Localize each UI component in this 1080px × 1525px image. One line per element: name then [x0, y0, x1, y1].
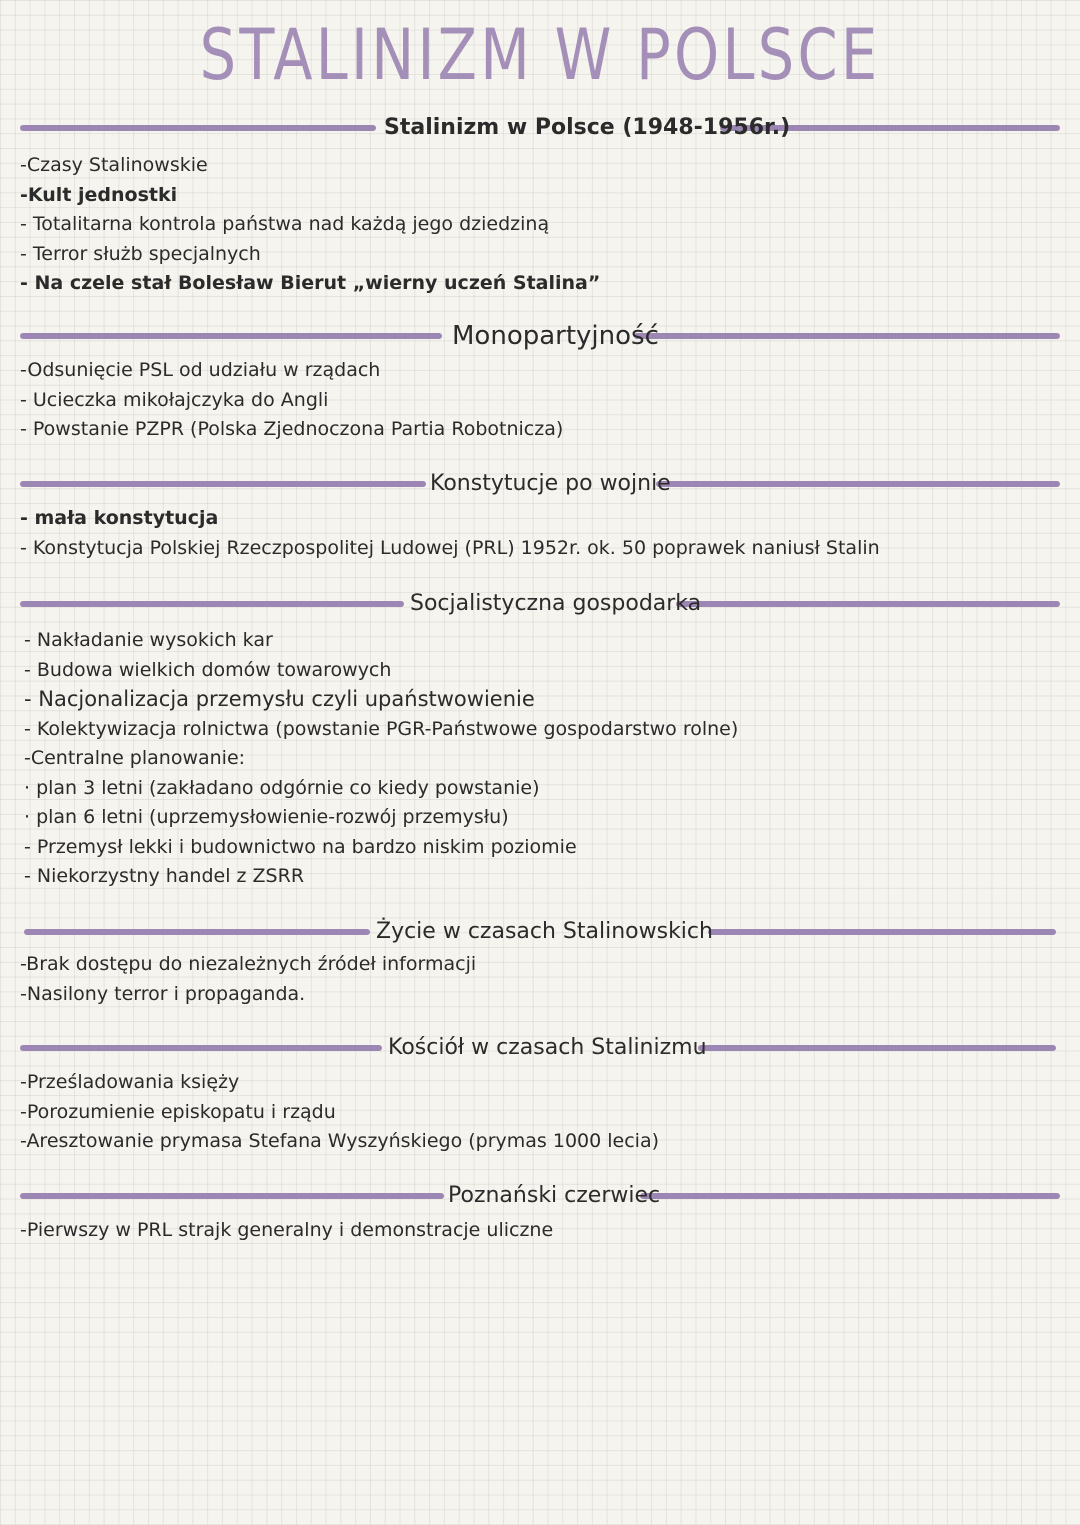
section-title: Socjalistyczna gospodarka	[410, 591, 702, 616]
list-item: - Ucieczka mikołajczyka do Angli	[20, 388, 329, 411]
list-item: · plan 3 letni (zakładano odgórnie co kiedy powstanie)	[24, 776, 540, 799]
section-konstytucje	[20, 464, 1060, 563]
list-item: -Pierwszy w PRL strajk generalny i demonstracje uliczne	[20, 1219, 554, 1241]
section-kosciol	[20, 1028, 1060, 1157]
section-list	[20, 950, 1060, 1009]
list-item: -Centralne planowanie:	[24, 747, 246, 769]
section-title: Życie w czasach Stalinowskich	[376, 919, 713, 944]
section-list	[20, 1216, 1060, 1246]
list-item: - Budowa wielkich domów towarowych	[24, 658, 392, 681]
list-item: -Odsunięcie PSL od udziału w rządach	[20, 359, 381, 381]
section-gospodarka	[20, 584, 1060, 892]
list-item: - Kolektywizacja rolnictwa (powstanie PGR-Państwowe gospodarstwo rolne)	[24, 717, 739, 740]
list-item: -Brak dostępu do niezależnych źródeł informacji	[20, 953, 477, 975]
list-item: · plan 6 letni (uprzemysłowienie-rozwój przemysłu)	[24, 806, 509, 828]
list-item: -Prześladowania księży	[20, 1071, 240, 1093]
section-title: Stalinizm w Polsce (1948-1956r.)	[384, 115, 791, 140]
list-item: -Porozumienie episkopatu i rządu	[20, 1100, 336, 1123]
divider-left	[20, 333, 442, 339]
list-item: - Niekorzystny handel z ZSRR	[24, 865, 305, 887]
section-poznanski-czerwiec	[20, 1176, 1060, 1246]
section-monopartyjnosc	[20, 316, 1060, 445]
divider-left	[20, 601, 404, 607]
divider-left	[24, 929, 370, 935]
section-heading	[20, 584, 1060, 624]
section-title: Monopartyjność	[452, 321, 659, 351]
list-item: - mała konstytucja	[20, 507, 219, 529]
list-item: -Czasy Stalinowskie	[20, 154, 208, 176]
list-item: - Nakładanie wysokich kar	[24, 629, 273, 651]
section-stalinizm	[20, 108, 1060, 299]
list-item: - Totalitarna kontrola państwa nad każdą jego dziedziną	[20, 213, 550, 235]
divider-right	[698, 1045, 1056, 1051]
section-list	[20, 151, 1060, 299]
divider-right	[640, 1193, 1060, 1199]
list-item: - Terror służb specjalnych	[20, 242, 261, 265]
section-heading	[20, 316, 1060, 356]
section-list	[20, 356, 1060, 445]
section-title: Poznański czerwiec	[448, 1183, 661, 1208]
section-list	[20, 1068, 1060, 1157]
divider-left	[20, 481, 426, 487]
divider-left	[20, 125, 376, 131]
list-item: -Aresztowanie prymasa Stefana Wyszyńskiego (prymas 1000 lecia)	[20, 1130, 660, 1152]
section-zycie	[20, 912, 1060, 1009]
section-heading	[20, 108, 1060, 148]
section-heading	[20, 464, 1060, 504]
list-item: - Na czele stał Bolesław Bierut „wierny uczeń Stalina”	[20, 272, 601, 294]
list-item: - Konstytucja Polskiej Rzeczpospolitej Ludowej (PRL) 1952r. ok. 50 poprawek naniusł Stalin	[20, 536, 880, 559]
list-item: -Kult jednostki	[20, 183, 178, 206]
list-item: - Powstanie PZPR (Polska Zjednoczona Partia Robotnicza)	[20, 418, 564, 440]
divider-left	[20, 1045, 382, 1051]
section-heading	[20, 1176, 1060, 1216]
section-heading	[20, 912, 1060, 952]
divider-right	[656, 481, 1060, 487]
divider-right	[634, 333, 1060, 339]
section-title: Konstytucje po wojnie	[430, 471, 671, 496]
divider-left	[20, 1193, 444, 1199]
page-title: STALINIZM W POLSCE	[199, 14, 881, 96]
list-item: - Nacjonalizacja przemysłu czyli upaństwowienie	[24, 687, 535, 711]
divider-right	[708, 929, 1056, 935]
list-item: -Nasilony terror i propaganda.	[20, 982, 306, 1005]
section-heading	[20, 1028, 1060, 1068]
section-title: Kościół w czasach Stalinizmu	[388, 1035, 707, 1060]
section-list	[20, 626, 1060, 892]
divider-right	[676, 601, 1060, 607]
list-item: - Przemysł lekki i budownictwo na bardzo niskim poziomie	[24, 835, 577, 858]
section-list	[20, 504, 1060, 563]
